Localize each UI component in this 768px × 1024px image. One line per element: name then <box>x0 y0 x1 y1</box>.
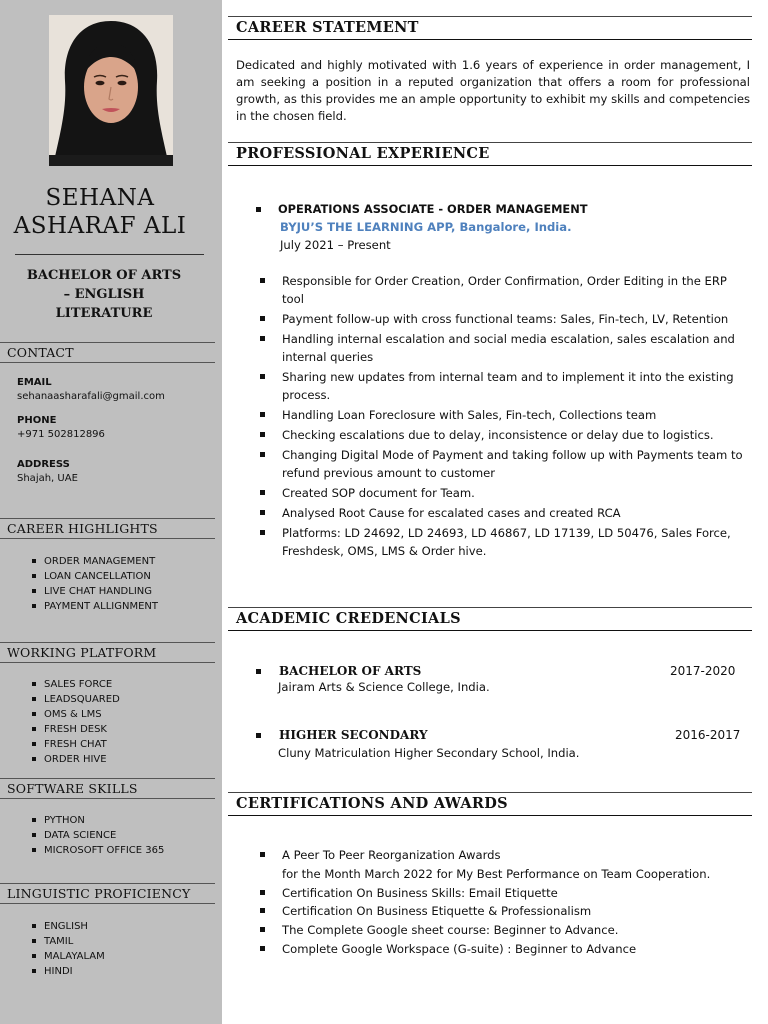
education-title: BACHELOR OF ARTS <box>279 664 422 678</box>
job-title: OPERATIONS ASSOCIATE - ORDER MANAGEMENT <box>278 202 588 216</box>
career-highlights-list <box>30 554 158 614</box>
list-item: Payment follow-up with cross functional teams: Sales, Fin-tech, LV, Retention <box>260 310 750 328</box>
education-years: 2017-2020 <box>670 664 736 678</box>
job-company: BYJU’S THE LEARNING APP, Bangalore, India. <box>280 220 572 234</box>
phone-value: +971 502812896 <box>17 429 105 440</box>
list-item: Checking escalations due to delay, inconsistence or delay due to logistics. <box>260 426 750 444</box>
professional-experience-heading: PROFESSIONAL EXPERIENCE <box>228 142 752 166</box>
bullet-icon <box>256 733 261 738</box>
list-item: Platforms: LD 24692, LD 24693, LD 46867, LD 17139, LD 50476, Sales Force, Freshdesk, OMS, LMS & Order hive. <box>260 524 750 560</box>
list-item: SALES FORCE <box>30 677 120 692</box>
linguistic-list <box>30 919 105 979</box>
list-item: PYTHON <box>30 813 164 828</box>
list-item: Complete Google Workspace (G-suite) : Beginner to Advance <box>260 940 760 959</box>
list-item: Sharing new updates from internal team and to implement it into the existing process. <box>260 368 750 404</box>
list-item: Responsible for Order Creation, Order Confirmation, Order Editing in the ERP tool <box>260 272 750 308</box>
name-line-1: SEHANA <box>45 185 155 211</box>
education-school: Cluny Matriculation Higher Secondary School, India. <box>278 746 580 760</box>
list-item <box>260 846 760 884</box>
working-platform-heading: WORKING PLATFORM <box>0 642 215 663</box>
bullet-icon <box>256 207 261 212</box>
bullet-icon <box>256 669 261 674</box>
list-item: ENGLISH <box>30 919 105 934</box>
list-item: HINDI <box>30 964 105 979</box>
software-skills-list <box>30 813 164 858</box>
list-item: Created SOP document for Team. <box>260 484 750 502</box>
address-label: ADDRESS <box>17 459 70 470</box>
list-item: FRESH CHAT <box>30 737 120 752</box>
certifications-heading: CERTIFICATIONS AND AWARDS <box>228 792 752 816</box>
academic-heading: ACADEMIC CREDENCIALS <box>228 607 752 631</box>
certifications-list <box>260 846 760 959</box>
list-item: Handling Loan Foreclosure with Sales, Fin-tech, Collections team <box>260 406 750 424</box>
list-item: FRESH DESK <box>30 722 120 737</box>
list-item: Certification On Business Skills: Email Etiquette <box>260 884 760 903</box>
software-skills-heading: SOFTWARE SKILLS <box>0 778 215 799</box>
degree-title: BACHELOR OF ARTS – ENGLISH LITERATURE <box>26 268 182 321</box>
linguistic-heading: LINGUISTIC PROFICIENCY <box>0 883 215 904</box>
education-school: Jairam Arts & Science College, India. <box>278 680 490 694</box>
list-item: Handling internal escalation and social media escalation, sales escalation and internal queries <box>260 330 750 366</box>
education-title: HIGHER SECONDARY <box>279 728 428 742</box>
sidebar <box>0 0 222 1024</box>
candidate-name <box>0 184 200 240</box>
list-item: Changing Digital Mode of Payment and taking follow up with Payments team to refund previous amount to customer <box>260 446 750 482</box>
working-platform-list <box>30 677 120 767</box>
job-dates: July 2021 – Present <box>280 238 391 252</box>
career-highlights-heading: CAREER HIGHLIGHTS <box>0 518 215 539</box>
name-divider <box>15 254 204 255</box>
profile-photo <box>49 15 173 166</box>
list-item: OMS & LMS <box>30 707 120 722</box>
list-item: The Complete Google sheet course: Beginner to Advance. <box>260 921 760 940</box>
list-item: MALAYALAM <box>30 949 105 964</box>
education-years: 2016-2017 <box>675 728 741 742</box>
address-value: Shajah, UAE <box>17 473 78 484</box>
list-item: Analysed Root Cause for escalated cases and created RCA <box>260 504 750 522</box>
list-item: Certification On Business Etiquette & Professionalism <box>260 902 760 921</box>
email-value[interactable]: sehanaasharafali@gmail.com <box>17 391 165 402</box>
list-item: ORDER HIVE <box>30 752 120 767</box>
phone-label: PHONE <box>17 415 57 426</box>
responsibilities-list <box>260 272 750 562</box>
list-item: LIVE CHAT HANDLING <box>30 584 158 599</box>
list-item: DATA SCIENCE <box>30 828 164 843</box>
list-item: PAYMENT ALLIGNMENT <box>30 599 158 614</box>
certification-text: for the Month March 2022 for My Best Performance on Team Cooperation. <box>282 866 711 881</box>
name-line-2: ASHARAF ALI <box>13 213 187 239</box>
list-item: LEADSQUARED <box>30 692 120 707</box>
list-item: LOAN CANCELLATION <box>30 569 158 584</box>
career-statement-text: Dedicated and highly motivated with 1.6 years of experience in order management, I am seeking a position in a reputed organization that offers a room for professional growth, as this provides me an ample opportunity to exhibit my skills and competencies in the chosen field. <box>236 58 750 123</box>
list-item: TAMIL <box>30 934 105 949</box>
list-item: ORDER MANAGEMENT <box>30 554 158 569</box>
email-label: EMAIL <box>17 377 52 388</box>
career-statement-heading: CAREER STATEMENT <box>228 16 752 40</box>
certification-text: A Peer To Peer Reorganization Awards <box>282 848 501 862</box>
contact-heading: CONTACT <box>0 342 215 363</box>
list-item: MICROSOFT OFFICE 365 <box>30 843 164 858</box>
